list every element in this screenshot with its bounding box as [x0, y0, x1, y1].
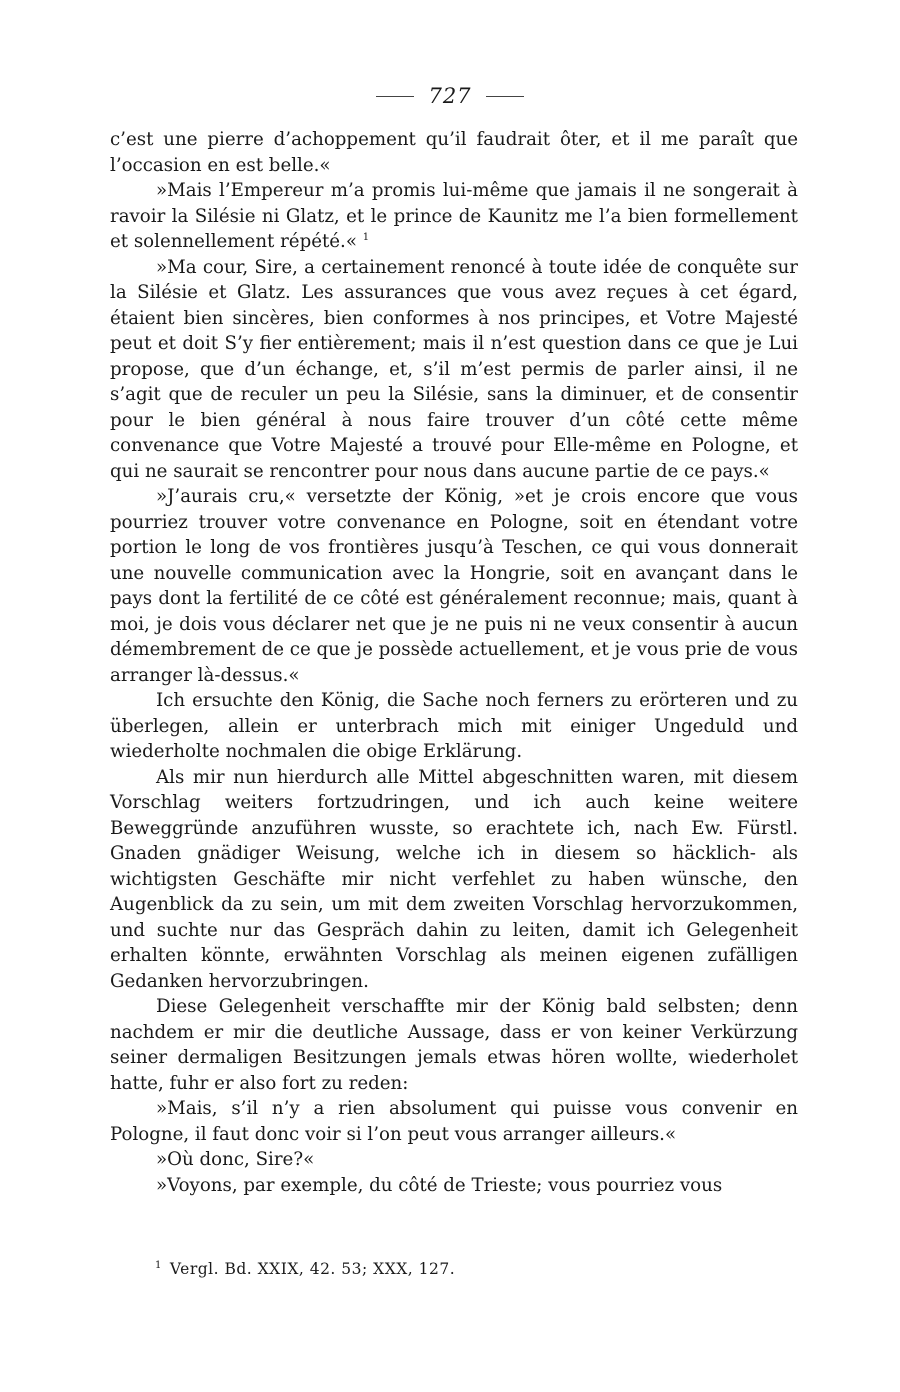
body-text: [110, 127, 798, 1198]
paragraph-text: »Mais l’Empereur m’a promis lui-même que jamais il ne songerait à ravoir la Silésie ni Glatz, et le prince de Kaunitz me l’a bien formellement et solennellement répété.«: [110, 180, 798, 252]
paragraph: »J’aurais cru,« versetzte der König, »et je crois encore que vous pourriez trouver votre convenance en Pologne, soit en étendant votre portion le long de vos frontières jusqu’à Teschen, ce qui vous donnerait une nouvelle communication avec la Hongrie, soit en avançant dans le pays dont la fertilité de ce côté est généralement reconnue; mais, quant à moi, je dois vous déclarer net que je ne puis ni ne veux consentir à aucun démembrement de ce que je possède actuellement, et je vous prie de vous arranger là-dessus.«: [110, 486, 798, 686]
paragraph: Als mir nun hierdurch alle Mittel abgeschnitten waren, mit diesem Vorschlag weiters fortzudringen, und ich auch keine weitere Beweggründe anzuführen wusste, so erachtete ich, nach Ew. Fürstl. Gnaden gnädiger Weisung, welche ich in diesem so häcklich- als wichtigsten Geschäfte mir nicht verfehlet zu haben wünsche, den Augenblick da zu sein, um mit dem zweiten Vorschlag hervorzukommen, und suchte nur das Gespräch dahin zu leiten, damit ich Gelegenheit erhalten könnte, erwähnten Vorschlag als meinen eigenen zufälligen Gedanken hervorzubringen.: [110, 766, 798, 992]
header-rule-right: [486, 96, 524, 97]
footnote: [155, 1260, 455, 1278]
footnote-mark: 1: [155, 1259, 162, 1271]
paragraph: »Mais, s’il n’y a rien absolument qui puisse vous convenir en Pologne, il faut donc voir si l’on peut vous arranger ailleurs.«: [110, 1098, 798, 1145]
page-number: 727: [428, 84, 472, 108]
paragraph: »Voyons, par exemple, du côté de Trieste; vous pourriez vous: [156, 1174, 723, 1196]
paragraph: Diese Gelegenheit verschaffte mir der König bald selbsten; denn nachdem er mir die deutliche Aussage, dass er von keiner Verkürzung seiner dermaligen Besitzungen jemals etwas hören wollte, wiederholet hatte, fuhr er also fort zu reden:: [110, 996, 798, 1094]
paragraph: Ich ersuchte den König, die Sache noch ferners zu erörteren und zu überlegen, allein er unterbrach mich mit einiger Ungeduld und wiederholte nochmalen die obige Erklärung.: [110, 690, 798, 762]
paragraph: »Où donc, Sire?«: [156, 1149, 315, 1170]
paragraph-with-footnote: [110, 178, 798, 255]
paragraph: »Ma cour, Sire, a certainement renoncé à toute idée de conquête sur la Silésie et Glatz. Les assurances que vous avez reçues à cet égard, étaient bien sincères, bien conformes à nos principes, et Votre Majesté peut et doit S’y fier entièrement; mais il n’est question dans ce que je Lui propose, que d’un échange, et, s’il m’est permis de parler ainsi, il ne s’agit que de reculer un peu la Silésie, sans la diminuer, et de consentir pour le bien général à nous faire trouver d’un côté cette même convenance que Votre Majesté a trouvé pour Elle-même en Pologne, et qui ne saurait se rencontrer pour nous dans aucune partie de ce pays.«: [110, 256, 798, 482]
footnote-reference: 1: [362, 231, 370, 243]
footnote-text: Vergl. Bd. XXIX, 42. 53; XXX, 127.: [169, 1260, 456, 1278]
header-rule-left: [376, 96, 414, 97]
paragraph: c’est une pierre d’achoppement qu’il faudrait ôter, et il me paraît que l’occasion en est belle.«: [110, 129, 798, 176]
page-header: [0, 84, 900, 108]
